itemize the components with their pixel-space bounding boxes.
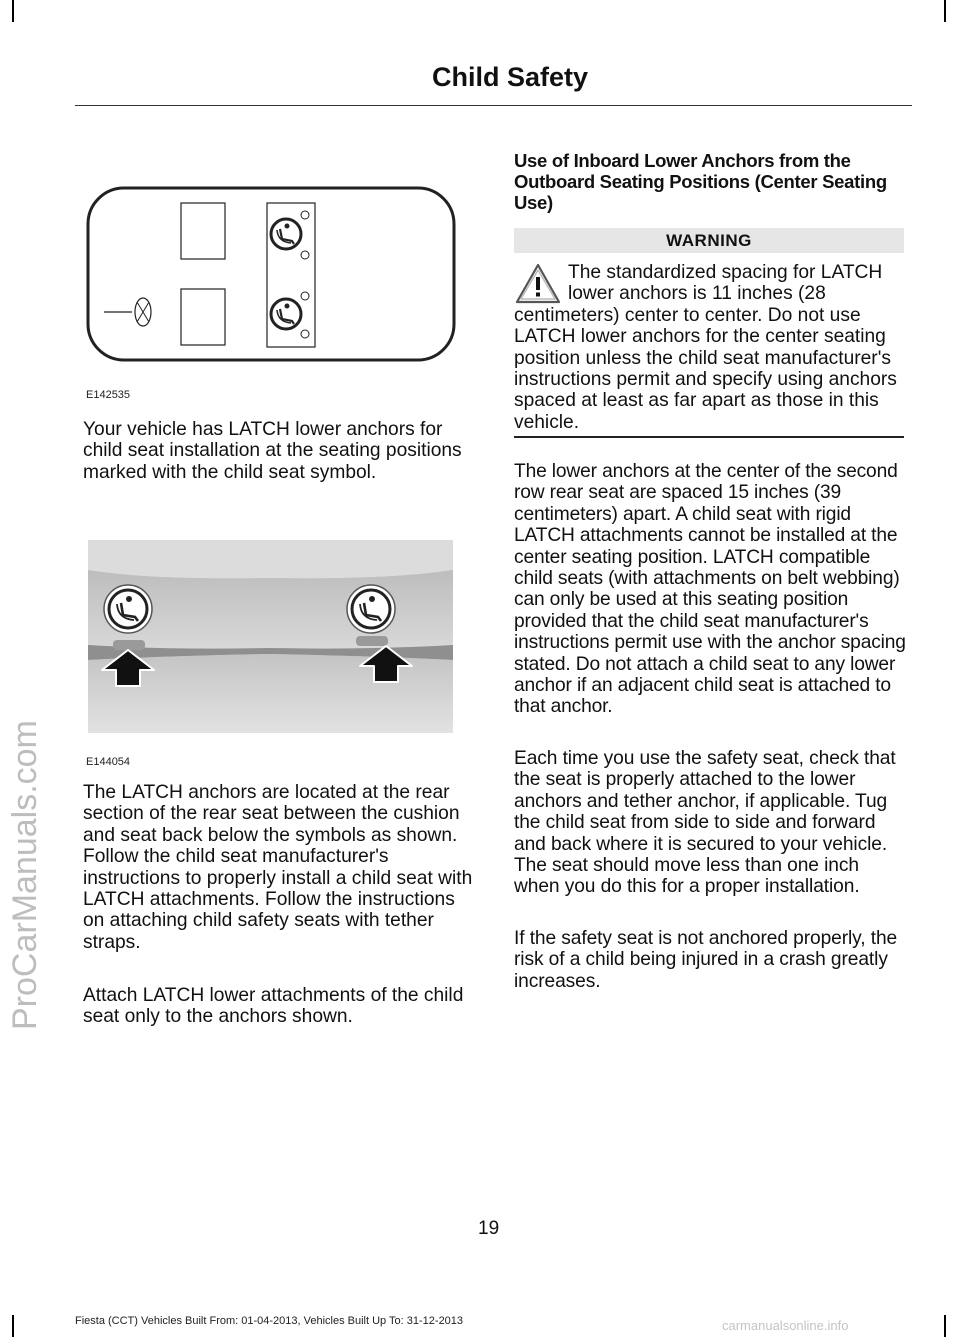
seat-diagram-figure [86,186,456,362]
warning-text: The standardized spacing for LATCH lower anchors is 11 inches (28 centimeters) center to center. Do not use LATCH lower anchors for the center seating position unless the child seat manufacturer's instructions permit and specify using anchors spaced at least as far apart as those in this vehicle. [514,262,897,433]
page-title: Child Safety [431,62,588,92]
rear-seat-anchor-figure [88,540,453,733]
body-paragraph: The LATCH anchors are located at the rear section of the rear seat between the cushion and seat back below the symbols as shown. Follow the child seat manufacturer's instructions to properly install a child seat with LATCH attachments. Follow the instructions on attaching child safety seats with tether straps. [83,782,473,953]
child-seat-icon [104,585,152,633]
body-paragraph: If the safety seat is not anchored properly, the risk of a child being injured in a crash greatly increases. [514,928,898,992]
warning-block [514,262,906,433]
footer-text: Fiesta (CCT) Vehicles Built From: 01-04-2013, Vehicles Built Up To: 31-12-2013 [75,1315,464,1327]
body-paragraph: The lower anchors at the center of the second row rear seat are spaced 15 inches (39 centimeters) apart. A child seat with rigid LATCH attachments cannot be installed at the center seating position. LATCH compatible child seats (with attachments on belt webbing) can only be used at this seating position provided that the child seat manufacturer's instructions permit use with the anchor spacing stated. Do not attach a child seat to any lower anchor if an adjacent child seat is attached to that anchor. [514,461,906,718]
crop-mark [944,0,946,22]
body-paragraph: Your vehicle has LATCH lower anchors for child seat installation at the seating positions marked with the child seat symbol. [83,419,462,483]
body-paragraph: Each time you use the safety seat, check that the seat is properly attached to the lower anchors and tether anchor, if applicable. Tug the child seat from side to side and forward and back where it is secured to your vehicle. The seat should move less than one inch when you do this for a proper installation. [514,748,896,898]
figure-code: E142535 [86,389,131,401]
child-seat-icon [271,299,301,329]
page-number: 19 [478,1218,500,1239]
warning-banner: WARNING [514,228,904,253]
child-seat-icon [347,585,395,633]
figure-code: E144054 [86,756,131,768]
warning-icon-box [514,262,568,304]
footer-watermark: carmanualsonline.info [722,1318,849,1333]
warning-rule [514,436,904,438]
body-paragraph: Attach LATCH lower attachments of the child seat only to the anchors shown. [83,985,464,1028]
crop-mark [12,0,14,22]
child-seat-icon [271,219,301,249]
warning-triangle-icon [514,262,562,306]
side-watermark-text: ProCarManuals.com [6,720,44,1030]
crop-mark [12,1315,14,1337]
section-heading: Use of Inboard Lower Anchors from the Outboard Seating Positions (Center Seating Use) [514,150,887,213]
crop-mark [944,1315,946,1337]
header-rule [75,105,912,106]
